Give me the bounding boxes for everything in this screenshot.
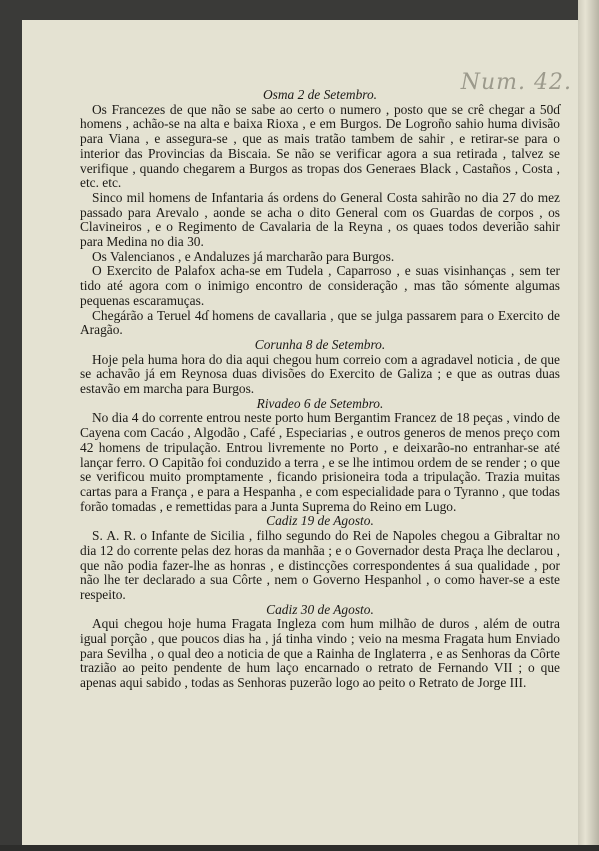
page-number-stamp: Num. 42. xyxy=(460,70,572,95)
article-paragraph: S. A. R. o Infante de Sicilia , filho segundo do Rei de Napoles chegou a Gibraltar no dia 12 do corrente pelas dez horas da manhãa ; e o Governador desta Praça lhe declarou , que não podia fazer-lhe as honras , e distincções correspondentes á sua qualidade , por não lhe ter declarado a sua Côrte , nem o Governo Hespanhol , o como haver-se a este respeito. xyxy=(80,528,560,602)
article-paragraph: Os Valencianos , e Andaluzes já marcharão para Burgos. xyxy=(92,248,395,264)
article-body xyxy=(80,88,560,691)
article-paragraph: Chegárão a Teruel 4ɗ homens de cavallaria , que se julga passarem para o Exercito de Aragão. xyxy=(80,307,560,338)
article-paragraph: Hoje pela huma hora do dia aqui chegou hum correio com a agradavel noticia , de que se achavão já em Reynosa duas divisões do Exercito de Galiza ; e que as outras duas estavão em marcha para Burgos. xyxy=(80,351,560,397)
dateline: Cadiz 30 de Agosto. xyxy=(266,601,374,617)
dateline: Rivadeo 6 de Setembro. xyxy=(256,395,384,411)
adjacent-page-edge xyxy=(578,0,599,851)
article-paragraph: O Exercito de Palafox acha-se em Tudela , Caparroso , e suas visinhanças , sem ter tido até agora com o inimigo encontro de consideração , mas tão sómente algumas pequenas escaramuças. xyxy=(80,263,560,308)
scan-border xyxy=(0,845,599,851)
article-paragraph: Aqui chegou hoje huma Fragata Ingleza com hum milhão de duros , além de outra igual porção , que poucos dias ha , já tinha vindo ; veio na mesma Fragata hum Enviado para Sevilha , o qual deo a noticia de que a Rainha de Inglaterra , e as Senhoras da Côrte trazião ao peito pendente de hum laço encarnado o retrato de Fernando VII ; o que apenas aqui sabido , todas as Senhoras puzerão logo ao peito o Retrato de Jorge III. xyxy=(80,616,560,691)
article-paragraph: Os Francezes de que não se sabe ao certo o numero , posto que se crê chegar a 50ɗ homens , achão-se na alta e baixa Rioxa , e em Burgos. De Logroño sahio huma divisão para Viana , e assegura-se , que as mais tratão tambem de sahir , e retirar-se para o interior das Provincias da Biscaia. Se não se verificar agora a sua retirada , talvez se verifique , quando chegarem a Burgos as tropas dos Generaes Black , Castaños , Costa , etc. etc. xyxy=(80,101,560,191)
article-paragraph: No dia 4 do corrente entrou neste porto hum Bergantim Francez de 18 peças , vindo de Cayena com Cacáo , Algodão , Café , Especiarias , e outros generos de menos preço com 42 homens de tripulação. Entrou livremente no Porto , e deixarão-no entranhar-se até lançar ferro. O Capitão foi conduzido a terra , e se lhe intimou ordem de se render ; o que se verificou muito promptamente , ficando prisioneira toda a tripulação. Trazia muitas cartas para a França , e para a Hespanha , e com especialidade para o Tyranno , que todas forão tomadas , e remettidas para a Junta Suprema do Reino em Lugo. xyxy=(80,410,560,514)
dateline: Osma 2 de Setembro. xyxy=(262,87,378,102)
newspaper-page xyxy=(22,20,578,845)
dateline: Cadiz 19 de Agosto. xyxy=(266,513,374,529)
article-paragraph: Sinco mil homens de Infantaria ás ordens do General Costa sahirão no dia 27 do mez passado para Arevalo , aonde se acha o dito General com os Guardas de corpos , os Clavineiros , e o Regimento de Cavalaria de la Reyna , os quaes todos deverião sahir para Medina no dia 30. xyxy=(80,189,560,250)
dateline: Corunha 8 de Setembro. xyxy=(254,336,386,352)
